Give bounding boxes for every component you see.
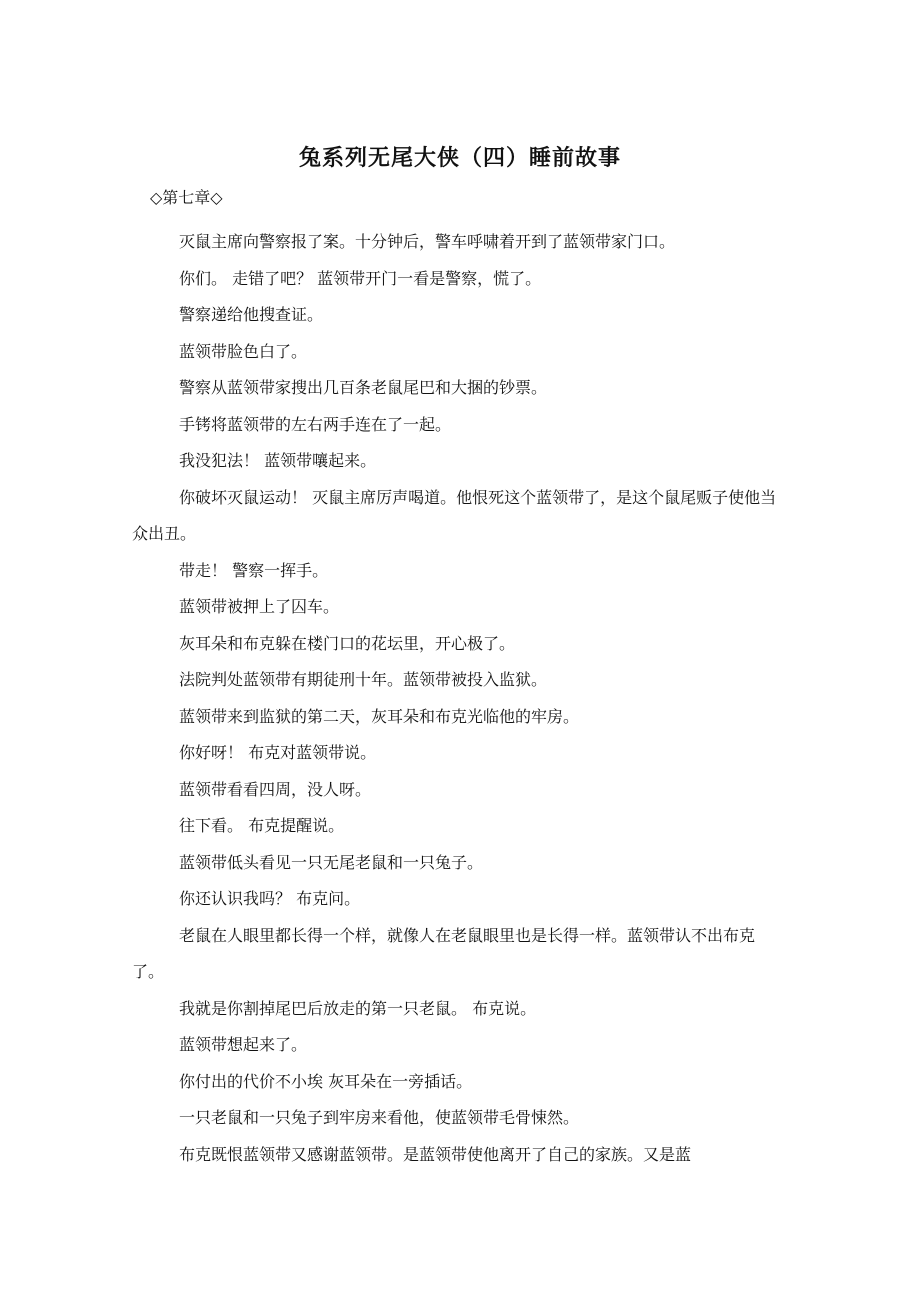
paragraph: 我没犯法！ 蓝领带嚷起来。 (179, 451, 377, 470)
paragraph: 蓝领带想起来了。 (179, 1035, 308, 1054)
paragraph: 警察从蓝领带家搜出几百条老鼠尾巴和大捆的钞票。 (179, 378, 548, 397)
paragraph: 你还认识我吗？ 布克问。 (179, 889, 361, 908)
paragraph: 手铐将蓝领带的左右两手连在了一起。 (179, 414, 452, 434)
story-body (132, 224, 784, 1173)
paragraph: 警察递给他搜查证。 (179, 305, 324, 324)
paragraph: 蓝领带脸色白了。 (179, 341, 308, 361)
paragraph: 蓝领带被押上了囚车。 (179, 597, 340, 616)
page-title: 兔系列无尾大侠（四）睡前故事 (298, 145, 621, 171)
paragraph: 蓝领带来到监狱的第二天，灰耳朵和布克光临他的牢房。 (179, 706, 580, 726)
paragraph: 布克既恨蓝领带又感谢蓝领带。是蓝领带使他离开了自己的家族。又是蓝 (179, 1144, 692, 1164)
chapter-heading: ◇第七章◇ (150, 188, 223, 207)
paragraph: 你破坏灭鼠运动！ 灭鼠主席厉声喝道。他恨死这个蓝领带了，是这个鼠尾贩子使他当众出丑。 (132, 487, 777, 543)
paragraph: 蓝领带看看四周，没人呀。 (179, 779, 372, 799)
paragraph: 你们。 走错了吧？ 蓝领带开门一看是警察，慌了。 (179, 268, 542, 288)
paragraph: 法院判处蓝领带有期徒刑十年。蓝领带被投入监狱。 (179, 670, 548, 689)
paragraph: 你付出的代价不小埃 灰耳朵在一旁插话。 (179, 1071, 473, 1091)
paragraph: 蓝领带低头看见一只无尾老鼠和一只兔子。 (179, 852, 484, 872)
paragraph: 往下看。 布克提醒说。 (179, 816, 345, 835)
paragraph: 老鼠在人眼里都长得一个样，就像人在老鼠眼里也是长得一样。蓝领带认不出布克了。 (132, 925, 756, 981)
paragraph: 我就是你割掉尾巴后放走的第一只老鼠。 布克说。 (179, 998, 537, 1018)
paragraph: 带走！ 警察一挥手。 (179, 560, 329, 580)
paragraph: 灭鼠主席向警察报了案。十分钟后，警车呼啸着开到了蓝领带家门口。 (179, 232, 676, 251)
paragraph: 你好呀！ 布克对蓝领带说。 (179, 743, 377, 762)
paragraph: 灰耳朵和布克躲在楼门口的花坛里，开心极了。 (179, 633, 516, 653)
paragraph: 一只老鼠和一只兔子到牢房来看他，使蓝领带毛骨悚然。 (179, 1108, 580, 1127)
